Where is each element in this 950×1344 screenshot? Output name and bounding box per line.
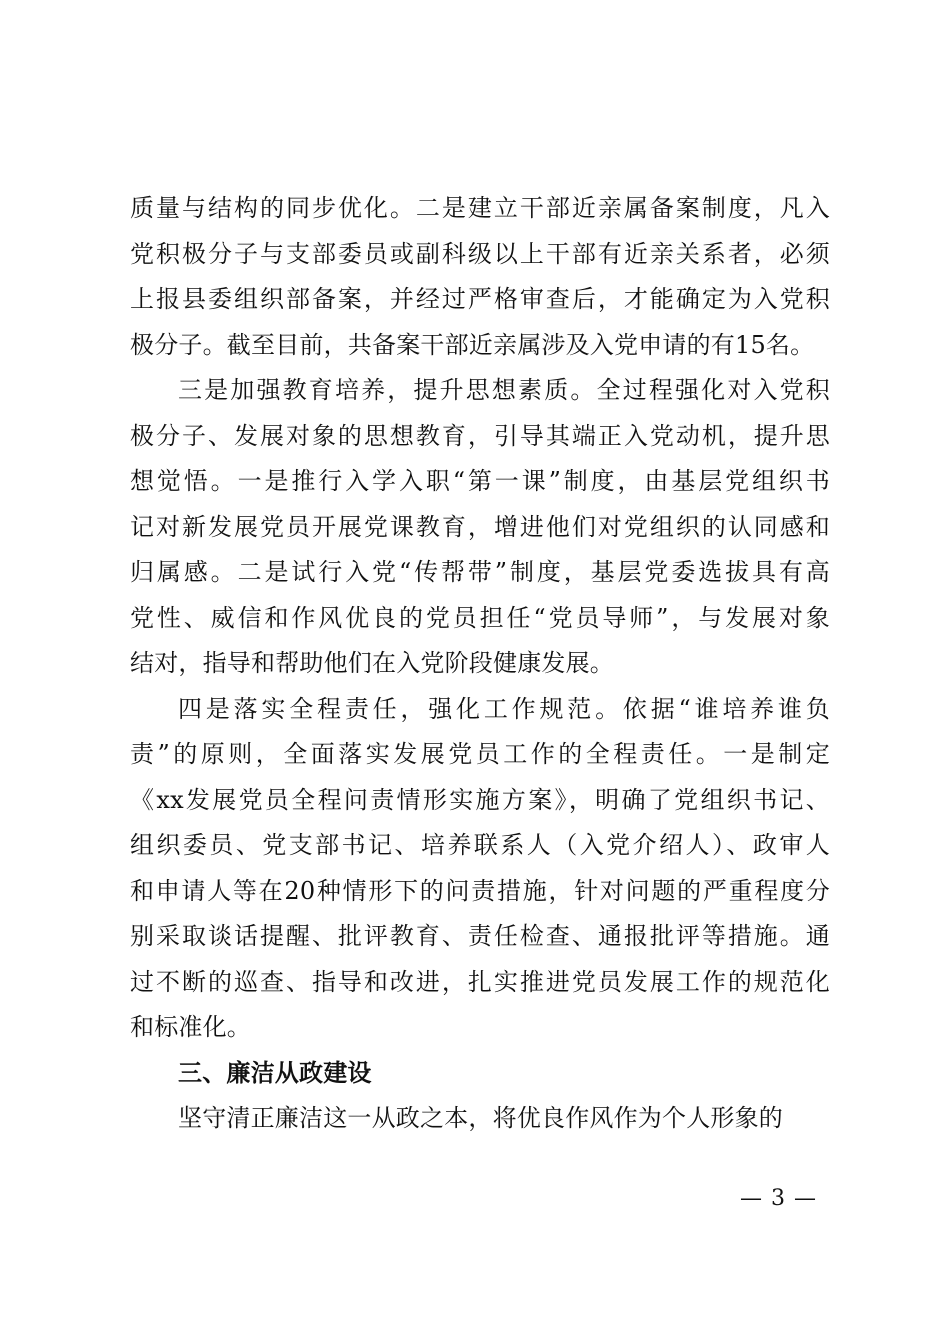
text-line: 归属感。二是试行入党“传帮带”制度，基层党委选拔具有高 — [130, 558, 830, 586]
text-line: 记对新发展党员开展党课教育，增进他们对党组织的认同感和 — [130, 512, 830, 541]
paragraph-first-line: 三是加强教育培养，提升思想素质。全过程强化对入党积 — [178, 376, 830, 404]
paragraph-first-line: 四是落实全程责任，强化工作规范。依据“谁培养谁负 — [178, 694, 830, 723]
text-line: 和标准化。 — [130, 1013, 251, 1041]
text-line: 结对，指导和帮助他们在入党阶段健康发展。 — [130, 649, 614, 677]
text-line: 极分子、发展对象的思想教育，引导其端正入党动机，提升思 — [130, 421, 830, 450]
text-line: 质量与结构的同步优化。二是建立干部近亲属备案制度，凡入 — [130, 194, 830, 222]
text-line: 上报县委组织部备案，并经过严格审查后，才能确定为入党积 — [130, 285, 830, 313]
text-line: 想觉悟。一是推行入学入职“第一课”制度，由基层党组织书 — [130, 467, 830, 495]
section-heading: 三、廉洁从政建设 — [178, 1058, 372, 1087]
text-line: 组织委员、党支部书记、培养联系人（入党介绍人）、政审人 — [130, 831, 830, 859]
text-line: 别采取谈话提醒、批评教育、责任检查、通报批评等措施。通 — [130, 922, 830, 950]
text-line: 党积极分子与支部委员或副科级以上干部有近亲关系者，必须 — [130, 239, 830, 268]
text-line: 和申请人等在20种情形下的问责措施，针对问题的严重程度分 — [130, 876, 830, 905]
text-line: 极分子。截至目前，共备案干部近亲属涉及入党申请的有15名。 — [130, 330, 815, 359]
body-text — [130, 186, 830, 1142]
page-number: — 3 — — [740, 1186, 817, 1211]
text-line: 《xx发展党员全程问责情形实施方案》，明确了党组织书记、 — [130, 785, 830, 814]
text-line: 党性、威信和作风优良的党员担任“党员导师”，与发展对象 — [130, 603, 830, 632]
text-line: 过不断的巡查、指导和改进，扎实推进党员发展工作的规范化 — [130, 967, 830, 996]
paragraph-first-line: 坚守清正廉洁这一从政之本，将优良作风作为个人形象的 — [178, 1104, 783, 1132]
text-line: 责”的原则，全面落实发展党员工作的全程责任。一是制定 — [130, 740, 830, 768]
